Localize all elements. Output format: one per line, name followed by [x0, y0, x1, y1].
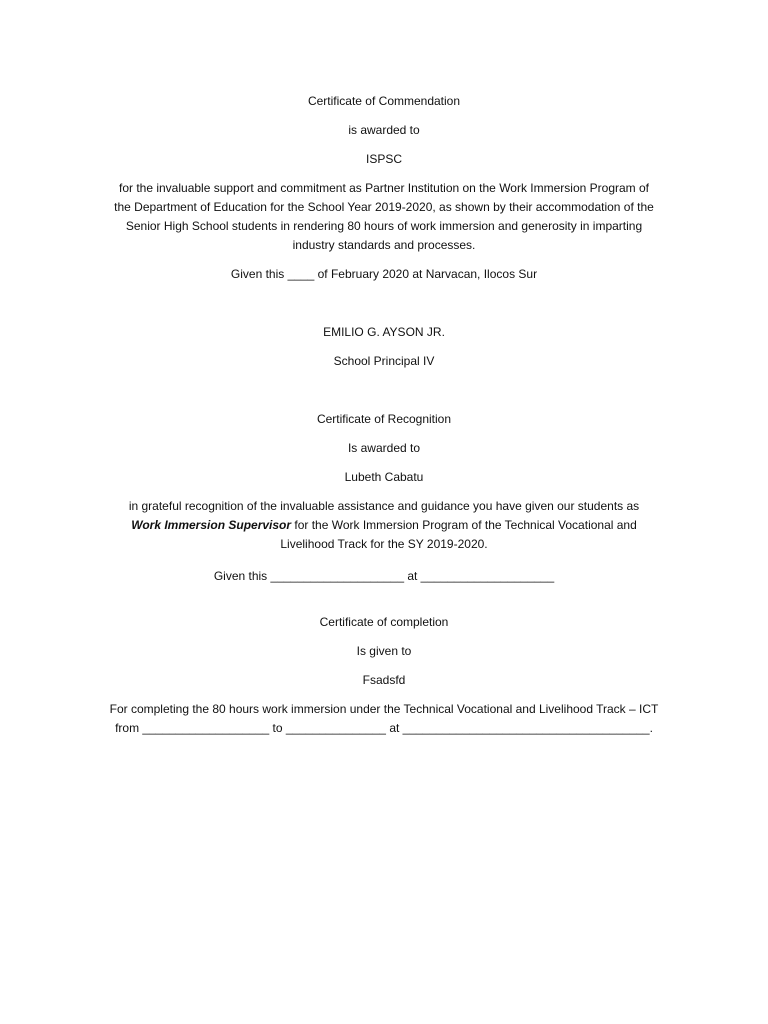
commendation-body-line: industry standards and processes. [292, 238, 476, 252]
commendation-body-line: Senior High School students in rendering 80 hours of work immersion and generosity in imparting [125, 219, 643, 233]
recognition-title: Certificate of Recognition [316, 412, 452, 426]
commendation-title: Certificate of Commendation [307, 94, 461, 108]
recognition-body [84, 497, 684, 554]
recognition-awarded-to: Is awarded to [347, 441, 421, 455]
signatory-name: EMILIO G. AYSON JR. [323, 325, 445, 339]
commendation-body-line: for the invaluable support and commitment as Partner Institution on the Work Immersion Program of [118, 181, 650, 195]
completion-body-line: For completing the 80 hours work immersion under the Technical Vocational and Livelihood Track – ICT [109, 702, 659, 716]
completion-recipient: Fsadsfd [362, 673, 406, 687]
recognition-body-line [84, 516, 684, 535]
recognition-body-line: in grateful recognition of the invaluable assistance and guidance you have given our students as [128, 499, 640, 513]
completion-body [84, 700, 684, 738]
recognition-body-line: Livelihood Track for the SY 2019-2020. [280, 537, 488, 551]
commendation-awarded-to: is awarded to [348, 123, 420, 137]
recognition-given-line: Given this ____________________ at ____________________ [213, 569, 555, 583]
recognition-recipient: Lubeth Cabatu [344, 470, 424, 484]
recognition-body-line-rest: for the Work Immersion Program of the Technical Vocational and [291, 518, 637, 532]
completion-body-line: from ___________________ to _______________ at _____________________________________. [115, 721, 653, 735]
commendation-body [84, 179, 684, 255]
completion-title: Certificate of completion [319, 615, 449, 629]
signatory-title: School Principal IV [333, 354, 435, 368]
commendation-recipient: ISPSC [365, 152, 402, 166]
commendation-given-line: Given this ____ of February 2020 at Narvacan, Ilocos Sur [230, 267, 538, 281]
completion-given-to: Is given to [356, 644, 412, 658]
commendation-body-line: the Department of Education for the School Year 2019-2020, as shown by their accommodation of the [114, 200, 654, 214]
work-immersion-supervisor-emphasis: Work Immersion Supervisor [131, 518, 292, 532]
